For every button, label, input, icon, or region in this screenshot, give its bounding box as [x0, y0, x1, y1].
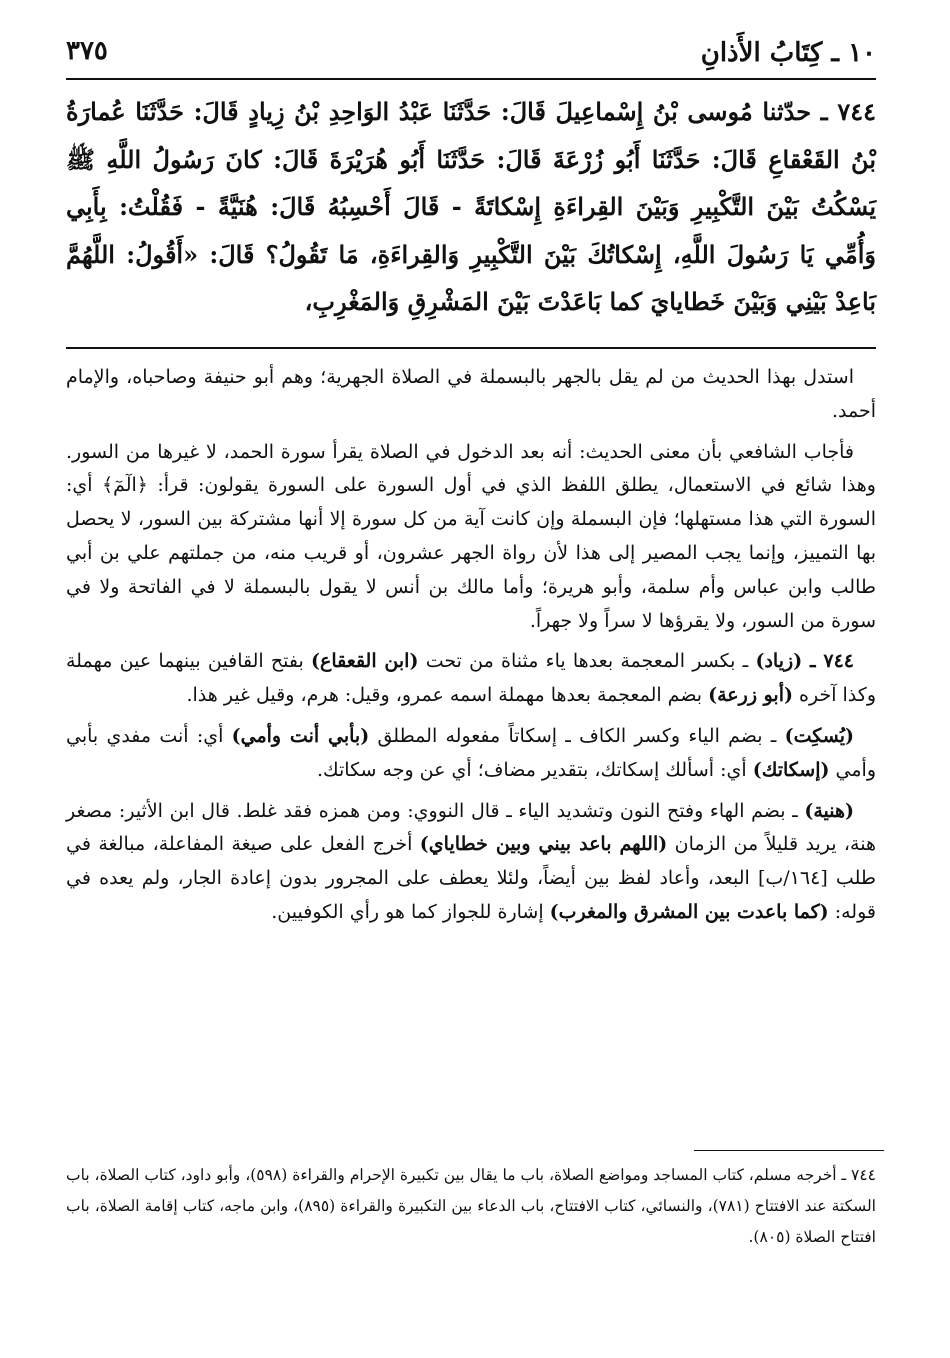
bold-term: (اللهم باعد بيني وبين خطاياي): [419, 833, 668, 856]
commentary-text: ـ بضم الهاء وفتح النون وتشديد الياء ـ قال النووي: ومن همزه فقد غلط. قال ابن الأثير: مصغر هنة، يريد قليلاً من الزمان: [66, 799, 876, 856]
bold-term: (يُسكِت): [784, 724, 854, 747]
commentary-text: بفتح القافين بينهما عين مهملة وكذا آخره: [66, 650, 876, 707]
bold-term: (زياد): [755, 650, 803, 673]
section-divider: [66, 347, 876, 349]
commentary-text: أي: أنت مفدي بأبي وأمي: [66, 724, 876, 781]
commentary-paragraph: [66, 720, 876, 788]
bold-term: (كما باعدت بين المشرق والمغرب): [549, 900, 829, 923]
bold-term: (أبو زرعة): [708, 684, 793, 707]
page-header: [66, 30, 876, 80]
hadith-number: ٧٤٤ ـ: [802, 650, 854, 673]
footnote-text: ٧٤٤ ـ أخرجه مسلم، كتاب المساجد ومواضع الصلاة، باب ما يقال بين تكبيرة الإحرام والقراءة (٥٩٨)، وأبو داود، كتاب الصلاة، باب السكتة عند الافتتاح (٧٨١)، والنسائي، كتاب الافتتاح، باب الدعاء بين التكبيرة والقراءة (٨٩٥)، وابن ماجه، كتاب إقامة الصلاة، باب افتتاح الصلاة (٨٠٥).: [66, 1166, 876, 1246]
commentary-text: أخرج الفعل على صيغة المفاعلة، مبالغة في طلب [١٦٤/ب] البعد، وأعاد لفظ بين أيضاً، ولئلا يعطف على المجرور بدون إعادة الجار، ولم يعده في قوله:: [66, 833, 876, 923]
page-number: ٣٧٥: [66, 36, 108, 66]
commentary-text: إشارة للجواز كما هو رأي الكوفيين.: [271, 900, 550, 923]
chapter-title: ١٠ ـ كِتَابُ الأَذانِ: [700, 38, 876, 68]
bold-term: (ابن القعقاع): [311, 650, 419, 673]
commentary-paragraph: [66, 645, 876, 713]
hadith-body: ٧٤٤ ـ حدّثنا مُوسى بْنُ إِسْماعِيلَ قَالَ: حَدَّثَنَا عَبْدُ الوَاحِدِ بْنُ زِيادٍ قَالَ: حَدَّثَنَا عُمارَةُ بْنُ القَعْقاعِ قَالَ: حَدَّثَنَا أَبُو زُرْعَةَ قَالَ: حَدَّثَنَا أَبُو هُرَيْرَةَ قَالَ: كانَ رَسُولُ اللَّهِ ﷺ يَسْكُتُ بَيْنَ التَّكْبِيرِ وَبَيْنَ القِراءَةِ إِسْكاتَةً - قَالَ أَحْسِبُهُ قَالَ: هُنَيَّةً - فَقُلْتُ: بِأَبِي وَأُمِّي يَا رَسُولَ اللَّهِ، إِسْكاتُكَ بَيْنَ التَّكْبِيرِ وَالقِراءَةِ، مَا تَقُولُ؟ قَالَ: «أَقُولُ: اللَّهُمَّ بَاعِدْ بَيْنِي وَبَيْنَ خَطايايَ كما بَاعَدْتَ بَيْنَ المَشْرِقِ وَالمَغْرِبِ،: [66, 97, 876, 316]
footnote-divider: [694, 1150, 884, 1151]
hadith-text: [66, 88, 876, 326]
commentary-text: ـ بكسر المعجمة بعدها ياء مثناة من تحت: [418, 650, 756, 673]
commentary: [66, 361, 876, 937]
commentary-text: أي: أسألك إسكاتك، بتقدير مضاف؛ أي عن وجه سكاتك.: [316, 758, 753, 781]
commentary-paragraph: استدل بهذا الحديث من لم يقل بالجهر بالبسملة في الصلاة الجهرية؛ وهم أبو حنيفة وصاحباه، والإمام أحمد.: [66, 366, 876, 422]
commentary-paragraph: فأجاب الشافعي بأن معنى الحديث: أنه بعد الدخول في الصلاة يقرأ سورة الحمد، لا غيرها من السور. وهذا شائع في الاستعمال، يطلق اللفظ الذي في أول السورة على السورة يقولون: قرأ: ﴿الٓمٓ﴾ أي: السورة التي هذا مستهلها؛ فإن البسملة وإن كانت آية من كل سورة إلا أنها مشتركة بين السور، لا يحصل بها التمييز، وإنما يجب المصير إلى هذا لأن رواة الجهر عشرون، أو قريب منه، من جملتهم علي بن أبي طالب وابن عباس وأم سلمة، وأبو هريرة؛ وأما مالك بن أنس لا يقول بالبسملة لا في الفاتحة ولا في سورة من السور، ولا يقرؤها لا سراً ولا جهراً.: [66, 440, 876, 632]
commentary-paragraph: [66, 795, 876, 930]
commentary-text: ـ بضم الياء وكسر الكاف ـ إسكاتاً مفعوله المطلق: [369, 724, 785, 747]
footnote: [66, 1160, 876, 1253]
bold-term: (بأبي أنت وأمي): [231, 724, 370, 747]
commentary-text: بضم المعجمة بعدها مهملة اسمه عمرو، وقيل: هرم، وقيل غير هذا.: [186, 684, 709, 707]
bold-term: (هنية): [804, 799, 854, 822]
bold-term: (إسكاتك): [752, 758, 830, 781]
